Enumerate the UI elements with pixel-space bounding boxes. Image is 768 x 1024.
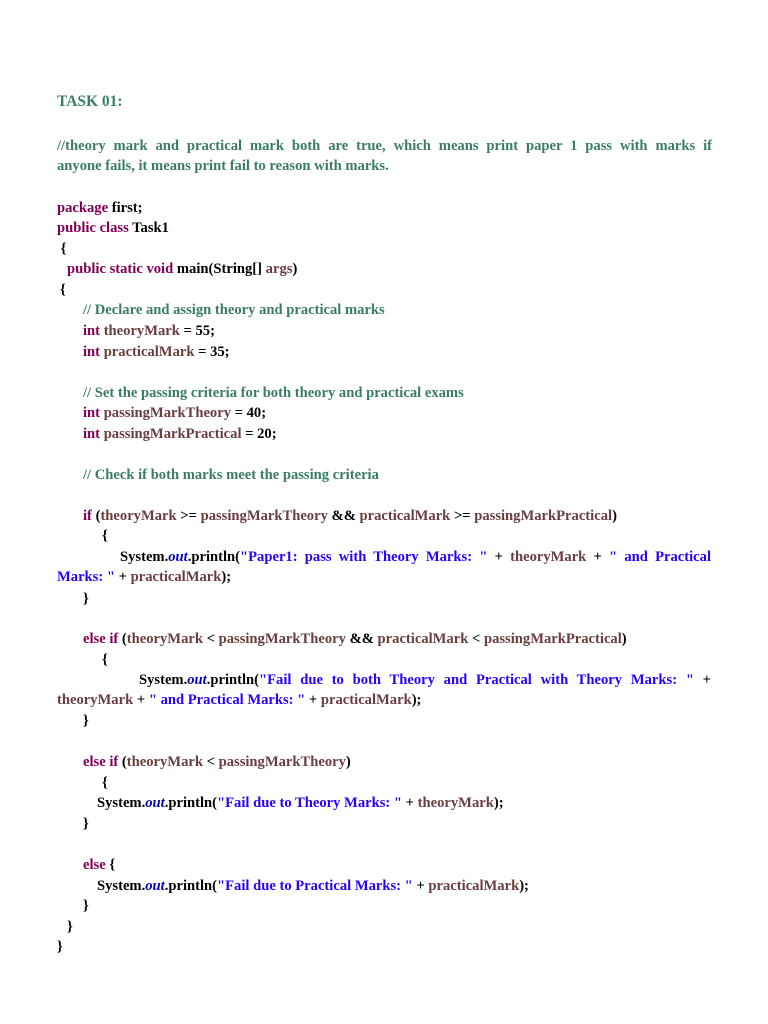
string-literal: "Fail due to Practical Marks: " — [217, 878, 413, 894]
code-line-if — [83, 506, 617, 526]
code-text: System. — [97, 795, 146, 811]
code-line-passing-practical — [83, 424, 277, 444]
keyword: public class — [57, 220, 129, 236]
code-comment-declare: // Declare and assign theory and practical marks — [83, 302, 385, 318]
code-line-println-pass: System.out.println("Paper1: pass with Theory Marks: " + theoryMark + " and Practical — [120, 549, 711, 565]
code-text: + — [114, 569, 131, 585]
variable: practicalMark — [130, 569, 222, 585]
code-text: System. — [120, 549, 169, 565]
code-line-package — [57, 198, 143, 218]
variable: passingMarkTheory — [218, 754, 346, 770]
keyword: public static void — [67, 261, 174, 277]
code-brace: { — [102, 775, 108, 791]
code-text: < — [202, 754, 219, 770]
code-text: first; — [108, 200, 143, 216]
code-text: = 40; — [231, 405, 267, 421]
code-comment-check: // Check if both marks meet the passing criteria — [83, 467, 379, 483]
code-line-else-if-both — [83, 629, 627, 649]
code-text: ); — [493, 795, 504, 811]
code-line-println-pass-cont — [57, 567, 231, 587]
variable: practicalMark — [103, 344, 195, 360]
code-line-println-theory — [97, 793, 504, 813]
variable: passingMarkTheory — [218, 631, 346, 647]
variable: theoryMark — [126, 754, 203, 770]
code-text: < — [202, 631, 219, 647]
variable: passingMarkPractical — [103, 426, 242, 442]
variable: theoryMark — [57, 692, 134, 708]
string-literal: " and Practical Marks: " — [148, 692, 306, 708]
variable: practicalMark — [320, 692, 412, 708]
code-line-class — [57, 218, 169, 238]
keyword: int — [83, 426, 101, 442]
code-text: ) — [612, 508, 617, 524]
variable: practicalMark — [359, 508, 451, 524]
string-literal: Marks: " — [57, 569, 115, 585]
code-text: System. — [97, 878, 146, 894]
variable: passingMarkTheory — [103, 405, 231, 421]
code-text: ( — [91, 508, 101, 524]
code-line-else — [83, 855, 115, 875]
code-line-class-brace: { — [57, 241, 67, 257]
code-text: = 20; — [241, 426, 277, 442]
code-text: >= — [450, 508, 475, 524]
variable: theoryMark — [417, 795, 494, 811]
code-text: .println( — [206, 672, 260, 688]
field: out — [145, 878, 165, 894]
code-line-main — [67, 259, 297, 279]
variable: passingMarkPractical — [474, 508, 613, 524]
class-name: Task1 — [128, 220, 169, 236]
code-text: .println( — [164, 878, 218, 894]
code-line-practical-mark — [83, 342, 230, 362]
code-comment-criteria: // Set the passing criteria for both theory and practical exams — [83, 385, 464, 401]
code-brace-method-close: } — [67, 919, 73, 935]
code-text: ( — [118, 631, 127, 647]
keyword: else if — [83, 631, 119, 647]
keyword: int — [83, 344, 101, 360]
code-brace: } — [83, 816, 89, 832]
code-text: < — [468, 631, 484, 647]
code-brace: { — [102, 528, 108, 544]
code-text: ) — [345, 754, 351, 770]
code-text: + — [133, 692, 149, 708]
code-text: ); — [411, 692, 422, 708]
code-line-println-practical — [97, 876, 529, 896]
keyword: else — [83, 857, 106, 873]
code-text: = 35; — [194, 344, 230, 360]
code-text: ( — [118, 754, 127, 770]
variable: theoryMark — [100, 508, 177, 524]
code-text: { — [105, 857, 116, 873]
code-text: && — [345, 631, 378, 647]
code-text: + — [402, 795, 418, 811]
variable: practicalMark — [428, 878, 520, 894]
code-text: >= — [176, 508, 201, 524]
keyword: int — [83, 405, 101, 421]
description-line-2: anyone fails, it means print fail to reason with marks. — [57, 158, 389, 174]
string-literal: "Fail due to both Theory and Practical with Theory Marks: " — [259, 672, 694, 688]
code-text: ) — [292, 261, 298, 277]
code-brace: } — [83, 591, 89, 607]
code-brace-class-close: } — [57, 939, 63, 955]
variable: theoryMark — [103, 323, 180, 339]
task-heading: TASK 01: — [57, 93, 123, 110]
description-line-1: //theory mark and practical mark both are true, which means print paper 1 pass with marks if — [57, 138, 712, 154]
code-text: .println( — [164, 795, 218, 811]
code-text: && — [327, 508, 360, 524]
string-literal: "Fail due to Theory Marks: " — [217, 795, 403, 811]
keyword: else if — [83, 754, 119, 770]
code-text: ) — [621, 631, 627, 647]
variable: theoryMark — [126, 631, 203, 647]
variable: theoryMark — [510, 549, 587, 565]
code-line-println-both: System.out.println("Fail due to both Theory and Practical with Theory Marks: " + — [139, 672, 711, 688]
field: out — [187, 672, 207, 688]
code-text: .println( — [187, 549, 241, 565]
code-brace: { — [102, 652, 108, 668]
keyword: int — [83, 323, 101, 339]
code-text: System. — [139, 672, 188, 688]
string-literal: " and Practical — [609, 549, 711, 565]
variable: args — [265, 261, 293, 277]
field: out — [145, 795, 165, 811]
code-line-passing-theory — [83, 403, 266, 423]
code-brace: } — [83, 898, 89, 914]
code-brace: } — [83, 713, 89, 729]
keyword: package — [57, 200, 109, 216]
method-signature: main(String[] — [173, 261, 266, 277]
field: out — [168, 549, 188, 565]
code-text: + — [305, 692, 321, 708]
code-text: ); — [519, 878, 529, 894]
string-literal: "Paper1: pass with Theory Marks: " — [240, 549, 488, 565]
code-text: ); — [221, 569, 232, 585]
variable: passingMarkPractical — [483, 631, 622, 647]
code-text: = 55; — [179, 323, 215, 339]
code-line-println-both-cont — [57, 690, 421, 710]
code-line-else-if-theory — [83, 752, 351, 772]
variable: passingMarkTheory — [200, 508, 328, 524]
code-text: + — [412, 878, 429, 894]
keyword: if — [83, 508, 92, 524]
code-line-method-brace: { — [60, 282, 66, 298]
code-line-theory-mark — [83, 321, 215, 341]
variable: practicalMark — [377, 631, 469, 647]
